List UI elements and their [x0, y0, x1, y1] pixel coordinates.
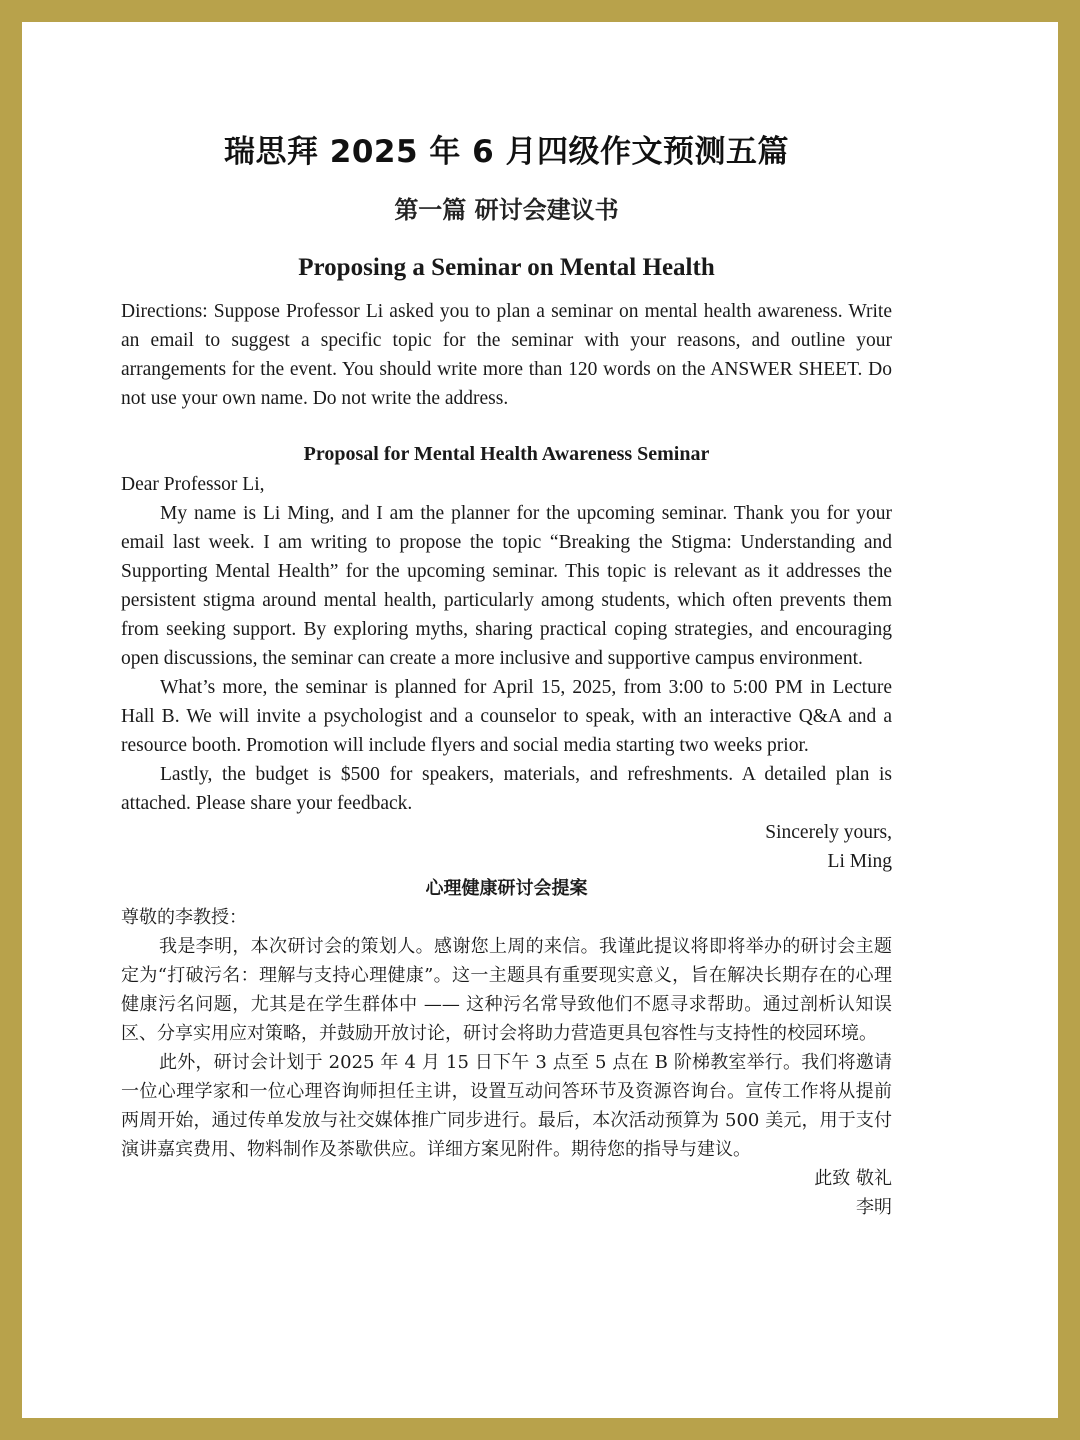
chinese-paragraph-2: 此外，研讨会计划于 2025 年 4 月 15 日下午 3 点至 5 点在 B 阶梯教室举行。我们将邀请一位心理学家和一位心理咨询师担任主讲，设置互动问答环节及资源咨询台。宣传工作将从提前两周开始，通过传单发放与社交媒体推广同步进行。最后，本次活动预算为 500 美元，用于支付演讲嘉宾费用、物料制作及茶歇供应。详细方案见附件。期待您的指导与建议。 — [121, 1052, 892, 1160]
chinese-letter-title: 心理健康研讨会提案 — [425, 878, 588, 899]
directions-text: Directions: Suppose Professor Li asked you to plan a seminar on mental health awareness. Write an email to suggest a specific topic for the seminar with your reasons, and outline your arrangements for the event. You should write more than 120 words on the ANSWER SHEET. Do not use your own name. Do not write the address. — [121, 301, 892, 409]
essay-title: Proposing a Seminar on Mental Health — [298, 254, 715, 281]
page-title: 瑞思拜 2025 年 6 月四级作文预测五篇 — [223, 134, 790, 170]
english-signature: Li Ming — [827, 851, 892, 872]
chinese-signature: 李明 — [856, 1197, 892, 1218]
english-paragraph-2: What’s more, the seminar is planned for April 15, 2025, from 3:00 to 5:00 PM in Lecture Hall B. We will invite a psychologist and a counselor to speak, with an interactive Q&A and a resource booth. Promotion will include flyers and social media starting two weeks prior. — [121, 677, 892, 756]
english-letter-title: Proposal for Mental Health Awareness Seminar — [303, 443, 710, 465]
english-salutation: Dear Professor Li, — [121, 474, 265, 495]
chinese-salutation: 尊敬的李教授： — [121, 907, 247, 928]
page-subtitle: 第一篇 研讨会建议书 — [394, 195, 619, 224]
english-paragraph-3: Lastly, the budget is $500 for speakers, materials, and refreshments. A detailed plan is attached. Please share your feedback. — [121, 764, 892, 814]
english-closing: Sincerely yours, — [765, 822, 892, 843]
document-page — [22, 22, 1058, 1418]
chinese-paragraph-1: 我是李明，本次研讨会的策划人。感谢您上周的来信。我谨此提议将即将举办的研讨会主题定为“打破污名：理解与支持心理健康”。这一主题具有重要现实意义，旨在解决长期存在的心理健康污名问题，尤其是在学生群体中 —— 这种污名常导致他们不愿寻求帮助。通过剖析认知误区、分享实用应对策略，并鼓励开放讨论，研讨会将助力营造更具包容性与支持性的校园环境。 — [121, 936, 892, 1044]
chinese-letter — [121, 903, 892, 1222]
chinese-closing: 此致 敬礼 — [814, 1168, 892, 1189]
english-paragraph-1: My name is Li Ming, and I am the planner for the upcoming seminar. Thank you for your email last week. I am writing to propose the topic “Breaking the Stigma: Understanding and Supporting Mental Health” for the upcoming seminar. This topic is relevant as it addresses the persistent stigma around mental health, particularly among students, which often prevents them from seeking support. By exploring myths, sharing practical coping strategies, and encouraging open discussions, the seminar can create a more inclusive and supportive campus environment. — [121, 503, 892, 669]
document-content — [121, 22, 892, 1418]
english-letter — [121, 470, 892, 876]
